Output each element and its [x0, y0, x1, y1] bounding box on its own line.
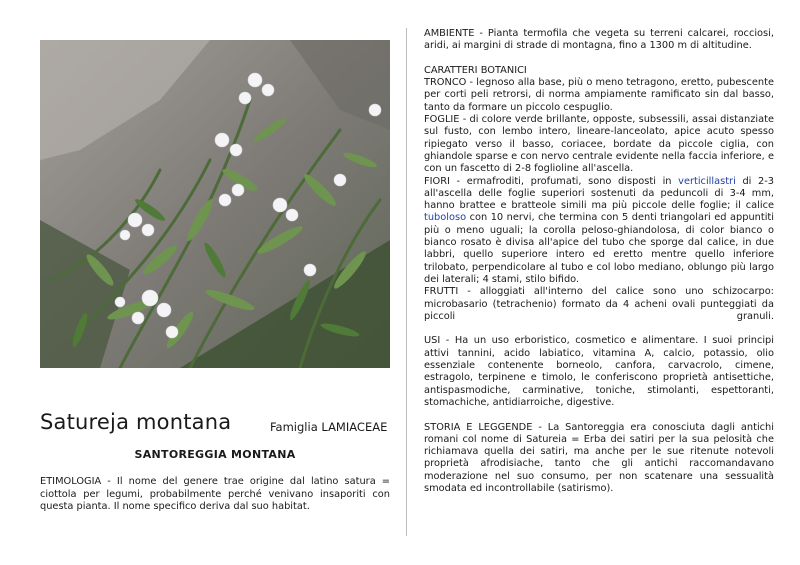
fiori-text	[424, 176, 774, 287]
description-column	[424, 28, 774, 495]
caratteri-heading: CARATTERI BOTANICI	[424, 64, 527, 76]
etimologia-text: ETIMOLOGIA - Il nome del genere trae origine dal latino satura = ciottola per legumi, probabilmente perché venivano insaporiti con questa pianta. Il nome specifico deriva dal suo habitat.	[40, 476, 390, 513]
storia-text: STORIA E LEGGENDE - La Santoreggia era conosciuta dagli antichi romani col nome di Satureia = Erba dei satiri per la sua pelosità che richiamava quella dei satiri, ma anche per le sue ritenute notevoli proprietà afrodisiache, tanto che gli antichi raccomandavano moderazione nel suo consumo, per non scatenare una sessualità smodata ed incontrollabile (satirismo).	[424, 421, 774, 494]
fiori-part-b: di 2-3 all'ascella delle foglie superiori sostenuti da peduncoli di 3-4 mm, hanno brattee e bratteole simili ma più piccole delle foglie; il calice	[424, 175, 774, 212]
tuboloso-link[interactable]: tuboloso	[424, 212, 467, 224]
foglie-text: FOGLIE - di colore verde brillante, opposte, subsessili, assai distanziate sul fusto, con lembo intero, lineare-lanceolato, apice acuto spesso ripiegato verso il basso, coriacee, bordate da piccole ciglia, con ghiandole sparse e con nervo centrale evidente nella faccia inferiore, e con un fascetto di 2-8 foglioline all'ascella.	[424, 114, 774, 175]
plant-photo	[40, 40, 390, 368]
tronco-text: TRONCO - legnoso alla base, più o meno tetragono, eretto, pubescente per corti peli retrorsi, di norma ampiamente ramificato sin dal basso, tanto da formare un piccolo cespuglio.	[424, 77, 774, 113]
verticillastri-link[interactable]: verticillastri	[678, 175, 736, 187]
species-name: Satureja montana	[40, 410, 232, 434]
plant-illustration	[40, 40, 390, 368]
common-name: SANTOREGGIA MONTANA	[134, 448, 296, 461]
usi-text: USI - Ha un uso erboristico, cosmetico e alimentare. I suoi principi attivi tannini, acido labiatico, vitamina A, calcio, potassio, olio essenziale contenente borneolo, canfora, carvacrolo, cimene, estragolo, terpinene e timolo, le conferiscono proprietà antisettiche, antispasmodiche, carminative, toniche, stimolanti, espettoranti, stomachiche, antidiarroiche, digestive.	[424, 335, 774, 408]
fiori-part-c: con 10 nervi, che termina con 5 denti triangolari ed appuntiti più o meno uguali; la corolla peloso-ghiandolosa, di color bianco o bianco rosato è divisa all'apice del tubo che sporge dal calice, in due labbri, quello superiore intero ed eretto mentre quello inferiore trilobato, perpendicolare al tubo e col lobo mediano, oblungo più largo dei laterali; 4 stami, stilo bifido.	[424, 212, 774, 285]
fiori-part-a: FIORI - ermafroditi, profumati, sono disposti in	[424, 175, 672, 187]
ambiente-text: AMBIENTE - Pianta termofila che vegeta su terreni calcarei, rocciosi, aridi, ai margini di strade di montagna, fino a 1300 m di altitudine.	[424, 28, 774, 52]
column-divider	[406, 28, 407, 536]
family-name: Famiglia LAMIACEAE	[270, 420, 388, 434]
frutti-text: FRUTTI - alloggiati all'interno del calice sono uno schizocarpo: microbasario (tetrachenio) formato da 4 acheni ovali punteggiati da piccoli granuli.	[424, 286, 774, 322]
